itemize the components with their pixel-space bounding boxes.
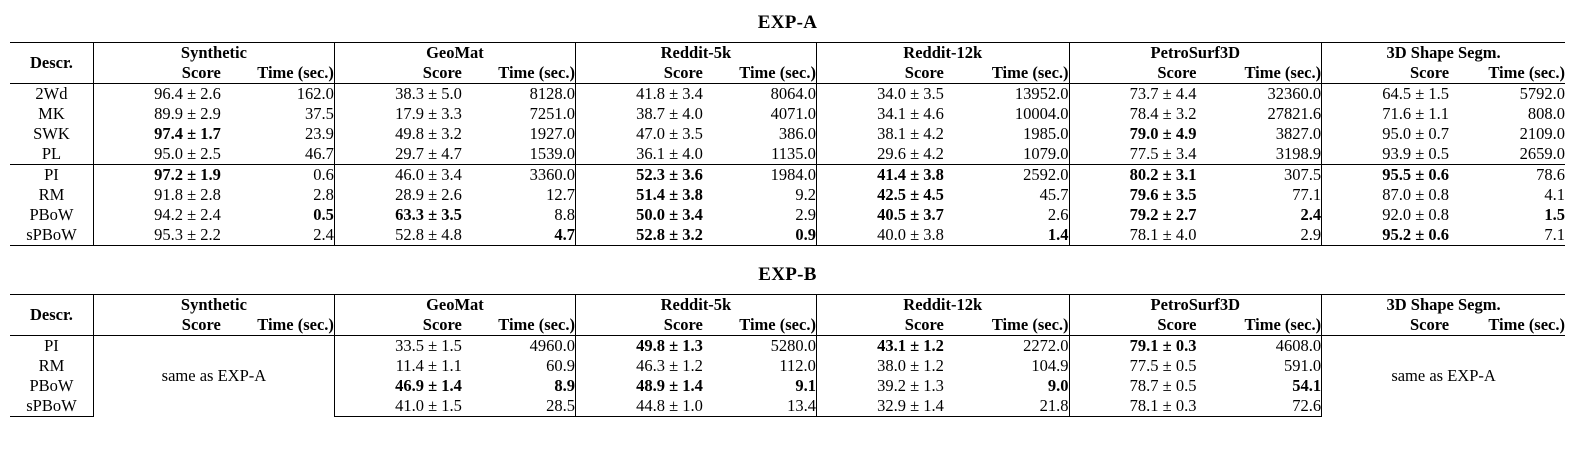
cell: 50.0 ± 3.4 xyxy=(575,205,702,225)
cell: 162.0 xyxy=(221,84,335,105)
table-a-row-label: 2Wd xyxy=(10,84,93,105)
cell: 1539.0 xyxy=(529,144,575,163)
table-row xyxy=(10,165,1565,186)
cell: 92.0 ± 0.8 xyxy=(1322,205,1449,225)
table-a-sub-geomat-score: Score xyxy=(334,63,461,84)
table-a-sub-synthetic-score: Score xyxy=(93,63,220,84)
table-a-row-label: SWK xyxy=(33,124,70,143)
table-b-group-3dshapesegm: 3D Shape Segm. xyxy=(1322,295,1565,316)
cell: 45.7 xyxy=(1039,185,1069,204)
cell: 93.9 ± 0.5 xyxy=(1322,144,1449,165)
cell: 54.1 xyxy=(1292,376,1322,395)
cell: 2.6 xyxy=(1047,205,1069,224)
table-a-sub-header-row xyxy=(10,63,1565,84)
cell: 9.2 xyxy=(795,185,816,204)
cell: 1.5 xyxy=(1544,205,1565,224)
table-a-sub-reddit12k-score: Score xyxy=(816,63,943,84)
cell: 9.1 xyxy=(795,376,816,395)
cell: 52.8 ± 3.2 xyxy=(575,225,702,246)
cell: 307.5 xyxy=(1196,165,1321,186)
cell: 49.8 ± 1.3 xyxy=(575,336,702,357)
table-a-row-label: RM xyxy=(38,185,65,204)
table-b-descr-header: Descr. xyxy=(10,295,93,336)
table-b-sub-petrosurf3d-time: Time (sec.) xyxy=(1244,315,1322,334)
cell: 9.0 xyxy=(1047,376,1069,395)
table-a-sub-reddit5k-time: Time (sec.) xyxy=(739,63,816,82)
cell: 2.4 xyxy=(1300,205,1322,224)
table-row xyxy=(10,84,1565,105)
cell: 91.8 ± 2.8 xyxy=(93,185,220,205)
cell: 1984.0 xyxy=(703,165,817,186)
table-b-group-reddit5k: Reddit-5k xyxy=(575,295,816,316)
cell: 41.0 ± 1.5 xyxy=(334,396,461,417)
table-a-sub-reddit5k-score: Score xyxy=(575,63,702,84)
cell: 95.0 ± 0.7 xyxy=(1322,124,1449,144)
cell: 1.4 xyxy=(944,225,1069,246)
table-b-group-petrosurf3d: PetroSurf3D xyxy=(1069,295,1322,316)
table-row xyxy=(10,185,1565,205)
cell: 1985.0 xyxy=(1023,124,1069,143)
cell: 78.4 ± 3.2 xyxy=(1069,104,1196,124)
cell: 95.0 ± 2.5 xyxy=(93,144,220,165)
cell: 51.4 ± 3.8 xyxy=(575,185,702,205)
table-a-sub-petrosurf3d-score: Score xyxy=(1069,63,1196,84)
table-a-descr-header: Descr. xyxy=(10,43,93,84)
cell: 48.9 ± 1.4 xyxy=(575,376,702,396)
cell: 73.7 ± 4.4 xyxy=(1069,84,1196,105)
table-b-row-label: PI xyxy=(10,336,93,357)
cell: 42.5 ± 4.5 xyxy=(816,185,943,205)
cell: 43.1 ± 1.2 xyxy=(816,336,943,357)
cell: 112.0 xyxy=(779,356,816,375)
cell: 7.1 xyxy=(1449,225,1565,246)
cell: 8.8 xyxy=(554,205,575,224)
cell: 46.3 ± 1.2 xyxy=(575,356,702,376)
table-b-group-synthetic: Synthetic xyxy=(93,295,334,316)
cell: 46.7 xyxy=(305,144,334,163)
cell: 11.4 ± 1.1 xyxy=(334,356,461,376)
table-a-sub-3dshape-time: Time (sec.) xyxy=(1488,63,1565,82)
cell: 36.1 ± 4.0 xyxy=(575,144,702,165)
cell: 79.6 ± 3.5 xyxy=(1069,185,1196,205)
table-b-synthetic-same-note: same as EXP-A xyxy=(93,336,334,417)
table-exp-b xyxy=(10,294,1565,417)
cell: 2592.0 xyxy=(944,165,1069,186)
table-b-group-header-row xyxy=(10,295,1565,316)
cell: 591.0 xyxy=(1283,356,1322,375)
cell: 38.3 ± 5.0 xyxy=(334,84,461,105)
cell: 78.6 xyxy=(1449,165,1565,186)
table-b-group-geomat: GeoMat xyxy=(334,295,575,316)
cell: 32360.0 xyxy=(1196,84,1321,105)
table-b-row-label: RM xyxy=(38,356,65,375)
table-a-row-label: sPBoW xyxy=(10,225,93,246)
cell: 38.0 ± 1.2 xyxy=(816,356,943,376)
table-row xyxy=(10,336,1565,357)
cell: 40.5 ± 3.7 xyxy=(816,205,943,225)
table-exp-a xyxy=(10,42,1565,246)
cell: 47.0 ± 3.5 xyxy=(575,124,702,144)
table-a-sub-geomat-time: Time (sec.) xyxy=(498,63,575,82)
cell: 12.7 xyxy=(546,185,575,204)
table-a-row-label: PL xyxy=(41,144,62,163)
cell: 78.1 ± 4.0 xyxy=(1069,225,1196,246)
cell: 0.6 xyxy=(221,165,335,186)
cell: 29.6 ± 4.2 xyxy=(816,144,943,165)
cell: 77.1 xyxy=(1292,185,1322,204)
cell: 32.9 ± 1.4 xyxy=(816,396,943,417)
table-a-sub-reddit12k-time: Time (sec.) xyxy=(991,63,1069,82)
cell: 97.4 ± 1.7 xyxy=(93,124,220,144)
cell: 3827.0 xyxy=(1275,124,1322,143)
table-row xyxy=(10,124,1565,144)
cell: 89.9 ± 2.9 xyxy=(93,104,220,124)
cell: 34.1 ± 4.6 xyxy=(816,104,943,124)
table-a-row-label: PI xyxy=(10,165,93,186)
cell: 95.2 ± 0.6 xyxy=(1322,225,1449,246)
cell: 38.1 ± 4.2 xyxy=(816,124,943,144)
cell: 7251.0 xyxy=(529,104,575,123)
table-b-sub-synthetic-time: Time (sec.) xyxy=(257,315,334,334)
cell: 29.7 ± 4.7 xyxy=(334,144,461,165)
cell: 808.0 xyxy=(1527,104,1565,123)
cell: 87.0 ± 0.8 xyxy=(1322,185,1449,205)
cell: 60.9 xyxy=(546,356,575,375)
cell: 4960.0 xyxy=(462,336,576,357)
cell: 77.5 ± 0.5 xyxy=(1069,356,1196,376)
cell: 46.0 ± 3.4 xyxy=(334,165,461,186)
cell: 8128.0 xyxy=(462,84,576,105)
cell: 37.5 xyxy=(305,104,334,123)
cell: 27821.6 xyxy=(1267,104,1322,123)
table-a-group-synthetic: Synthetic xyxy=(93,43,334,64)
table-b-3dshape-same-note: same as EXP-A xyxy=(1322,336,1565,417)
cell: 79.2 ± 2.7 xyxy=(1069,205,1196,225)
table-a-caption: EXP-A xyxy=(757,12,818,33)
cell: 2659.0 xyxy=(1519,144,1565,163)
table-b-sub-reddit12k-score: Score xyxy=(816,315,943,336)
cell: 39.2 ± 1.3 xyxy=(816,376,943,396)
cell: 1079.0 xyxy=(1023,144,1069,163)
cell: 33.5 ± 1.5 xyxy=(334,336,461,357)
cell: 2.9 xyxy=(795,205,816,224)
cell: 5280.0 xyxy=(703,336,817,357)
cell: 77.5 ± 3.4 xyxy=(1069,144,1196,165)
table-a-group-3dshapesegm: 3D Shape Segm. xyxy=(1322,43,1565,64)
cell: 2109.0 xyxy=(1519,124,1565,143)
cell: 5792.0 xyxy=(1449,84,1565,105)
table-b-sub-geomat-score: Score xyxy=(334,315,461,336)
cell: 3360.0 xyxy=(462,165,576,186)
cell: 13.4 xyxy=(703,396,817,417)
cell: 95.5 ± 0.6 xyxy=(1322,165,1449,186)
cell: 386.0 xyxy=(778,124,816,143)
cell: 40.0 ± 3.8 xyxy=(816,225,943,246)
cell: 0.5 xyxy=(313,205,334,224)
cell: 78.1 ± 0.3 xyxy=(1069,396,1196,417)
cell: 64.5 ± 1.5 xyxy=(1322,84,1449,105)
cell: 94.2 ± 2.4 xyxy=(93,205,220,225)
cell: 4071.0 xyxy=(770,104,816,123)
cell: 71.6 ± 1.1 xyxy=(1322,104,1449,124)
table-b-sub-synthetic-score: Score xyxy=(93,315,220,336)
table-row xyxy=(10,225,1565,246)
table-b-sub-reddit5k-time: Time (sec.) xyxy=(739,315,816,334)
table-a-group-reddit12k: Reddit-12k xyxy=(816,43,1069,64)
cell: 17.9 ± 3.3 xyxy=(334,104,461,124)
cell: 28.9 ± 2.6 xyxy=(334,185,461,205)
cell: 96.4 ± 2.6 xyxy=(93,84,220,105)
cell: 79.0 ± 4.9 xyxy=(1069,124,1196,144)
table-a-group-geomat: GeoMat xyxy=(334,43,575,64)
cell: 21.8 xyxy=(944,396,1069,417)
cell: 4608.0 xyxy=(1196,336,1321,357)
table-b-sub-3dshape-time: Time (sec.) xyxy=(1488,315,1565,334)
table-b-sub-reddit5k-score: Score xyxy=(575,315,702,336)
cell: 8064.0 xyxy=(703,84,817,105)
cell: 0.9 xyxy=(703,225,817,246)
table-a-sub-synthetic-time: Time (sec.) xyxy=(257,63,334,82)
table-b-sub-geomat-time: Time (sec.) xyxy=(498,315,575,334)
cell: 44.8 ± 1.0 xyxy=(575,396,702,417)
cell: 41.8 ± 3.4 xyxy=(575,84,702,105)
table-a-sub-petrosurf3d-time: Time (sec.) xyxy=(1244,63,1322,82)
cell: 2.4 xyxy=(221,225,335,246)
cell: 79.1 ± 0.3 xyxy=(1069,336,1196,357)
cell: 4.7 xyxy=(462,225,576,246)
cell: 2.9 xyxy=(1196,225,1321,246)
cell: 1927.0 xyxy=(529,124,575,143)
cell: 97.2 ± 1.9 xyxy=(93,165,220,186)
table-b-row-label: PBoW xyxy=(29,376,74,395)
cell: 41.4 ± 3.8 xyxy=(816,165,943,186)
cell: 23.9 xyxy=(305,124,334,143)
table-b-group-reddit12k: Reddit-12k xyxy=(816,295,1069,316)
table-b-sub-reddit12k-time: Time (sec.) xyxy=(991,315,1069,334)
table-a-group-reddit5k: Reddit-5k xyxy=(575,43,816,64)
cell: 95.3 ± 2.2 xyxy=(93,225,220,246)
table-a-row-label: MK xyxy=(38,104,65,123)
cell: 2272.0 xyxy=(944,336,1069,357)
cell: 52.8 ± 4.8 xyxy=(334,225,461,246)
cell: 34.0 ± 3.5 xyxy=(816,84,943,105)
cell: 52.3 ± 3.6 xyxy=(575,165,702,186)
table-a-group-petrosurf3d: PetroSurf3D xyxy=(1069,43,1322,64)
cell: 8.9 xyxy=(554,376,575,395)
cell: 104.9 xyxy=(1031,356,1069,375)
cell: 49.8 ± 3.2 xyxy=(334,124,461,144)
cell: 1135.0 xyxy=(771,144,816,163)
cell: 4.1 xyxy=(1544,185,1565,204)
table-b-sub-petrosurf3d-score: Score xyxy=(1069,315,1196,336)
table-b-sub-3dshape-score: Score xyxy=(1322,315,1449,336)
table-b-row-label: sPBoW xyxy=(10,396,93,417)
table-row xyxy=(10,144,1565,165)
table-gap xyxy=(10,246,1565,260)
table-row xyxy=(10,205,1565,225)
cell: 78.7 ± 0.5 xyxy=(1069,376,1196,396)
table-a-sub-3dshape-score: Score xyxy=(1322,63,1449,84)
table-row xyxy=(10,104,1565,124)
cell: 46.9 ± 1.4 xyxy=(334,376,461,396)
cell: 3198.9 xyxy=(1275,144,1322,163)
table-b-caption: EXP-B xyxy=(758,264,817,285)
cell: 80.2 ± 3.1 xyxy=(1069,165,1196,186)
cell: 2.8 xyxy=(313,185,334,204)
cell: 72.6 xyxy=(1196,396,1321,417)
table-a-row-label: PBoW xyxy=(29,205,74,224)
cell: 38.7 ± 4.0 xyxy=(575,104,702,124)
cell: 13952.0 xyxy=(944,84,1069,105)
cell: 63.3 ± 3.5 xyxy=(334,205,461,225)
cell: 28.5 xyxy=(462,396,576,417)
table-b-sub-header-row xyxy=(10,315,1565,336)
table-a-group-header-row xyxy=(10,43,1565,64)
cell: 10004.0 xyxy=(1014,104,1069,123)
